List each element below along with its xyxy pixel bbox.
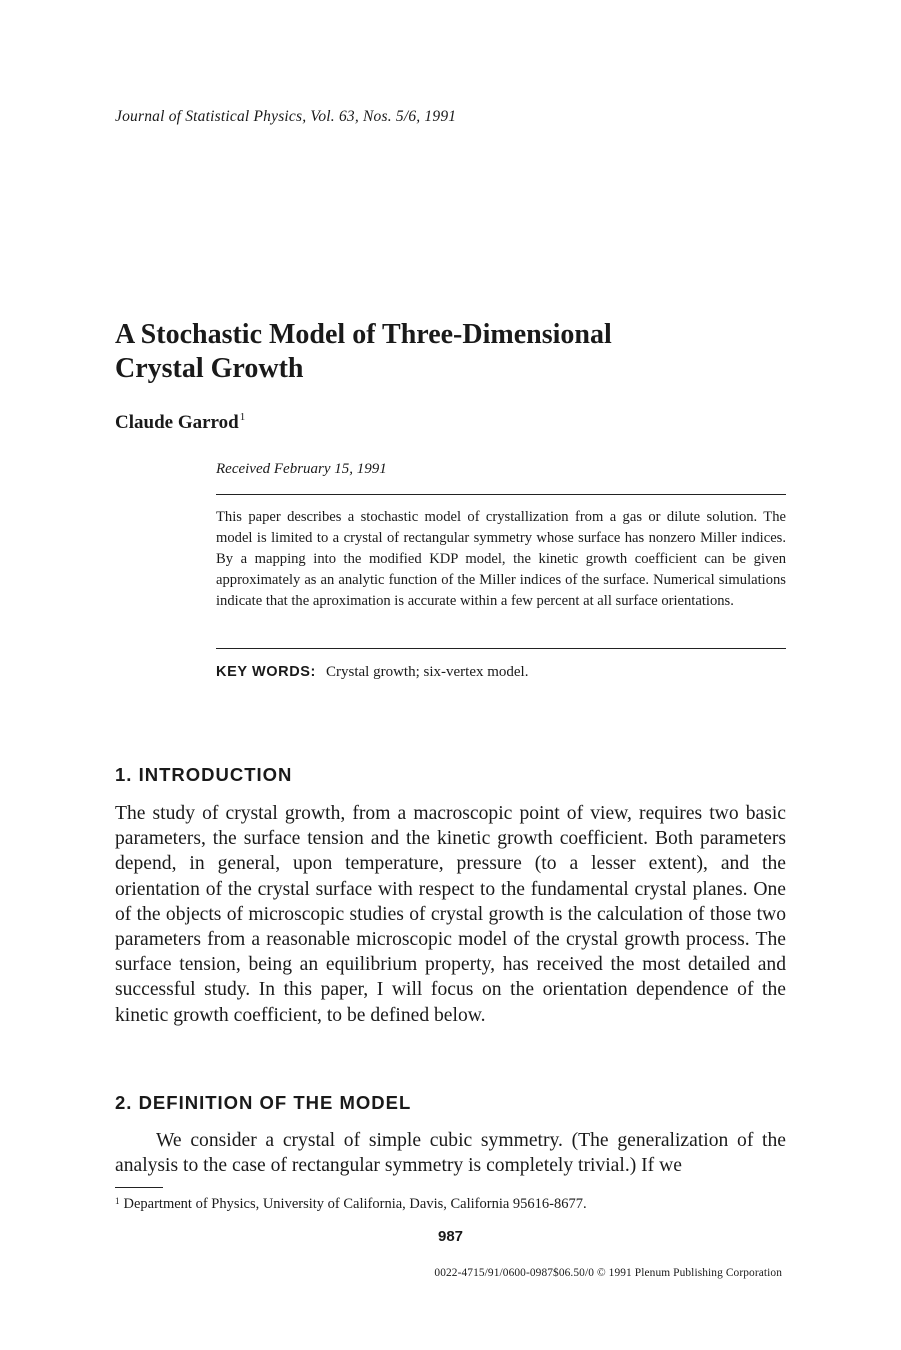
received-date: Received February 15, 1991 (216, 461, 387, 477)
page-number: 987 (437, 1228, 464, 1245)
keywords (216, 664, 528, 681)
paper-title-line-1: A Stochastic Model of Three-Dimensional (115, 319, 612, 350)
section-text-introduction: The study of crystal growth, from a macroscopic point of view, requires two basic parameters, the surface tension and the kinetic growth coefficient. Both parameters depend, in general, upon temperature, pressure (to a lesser extent), and the orientation of the crystal surface with respect to the fundamental crystal planes. One of the objects of microscopic studies of crystal growth is the calculation of those two parameters from a reasonable microscopic model of the crystal growth process. The surface tension, being an equilibrium property, has received the most detailed and successful study. In this paper, I will focus on the orientation dependence of the kinetic growth coefficient, to be defined below. (115, 803, 786, 1026)
abstract: This paper describes a stochastic model of crystallization from a gas or dilute solution. The model is limited to a crystal of rectangular symmetry whose surface has nonzero Miller indices. By a mapping into the modified KDP model, the kinetic growth coefficient can be given approximately as an analytic function of the Miller indices of the surface. Numerical simulations indicate that the aproximation is accurate within a few percent at all surface orientations. (216, 509, 786, 609)
footnote-mark: 1 (115, 1196, 120, 1206)
footnote (115, 1196, 587, 1213)
author-footnote-mark: 1 (239, 411, 246, 423)
abstract-top-rule (216, 494, 786, 495)
footnote-text: Department of Physics, University of California, Davis, California 95616-8677. (123, 1196, 587, 1212)
author (115, 412, 245, 434)
abstract-bottom-rule (216, 648, 786, 649)
footnote-rule (115, 1187, 163, 1188)
section-text-definition: We consider a crystal of simple cubic symmetry. (The generalization of the analysis to the case of rectangular symmetry is completely trivial.) If we (115, 1130, 786, 1177)
keywords-text: Crystal growth; six-vertex model. (326, 664, 529, 680)
author-name: Claude Garrod (115, 412, 239, 433)
paper-title (115, 318, 795, 386)
journal-citation: Journal of Statistical Physics, Vol. 63, Nos. 5/6, 1991 (115, 108, 457, 125)
section-heading-introduction: 1. INTRODUCTION (115, 764, 293, 785)
paper-title-line-2: Crystal Growth (115, 353, 304, 384)
copyright-line: 0022-4715/91/0600-0987$06.50/0 © 1991 Plenum Publishing Corporation (434, 1267, 782, 1279)
keywords-label: KEY WORDS: (216, 664, 316, 680)
section-heading-definition: 2. DEFINITION OF THE MODEL (115, 1092, 412, 1113)
